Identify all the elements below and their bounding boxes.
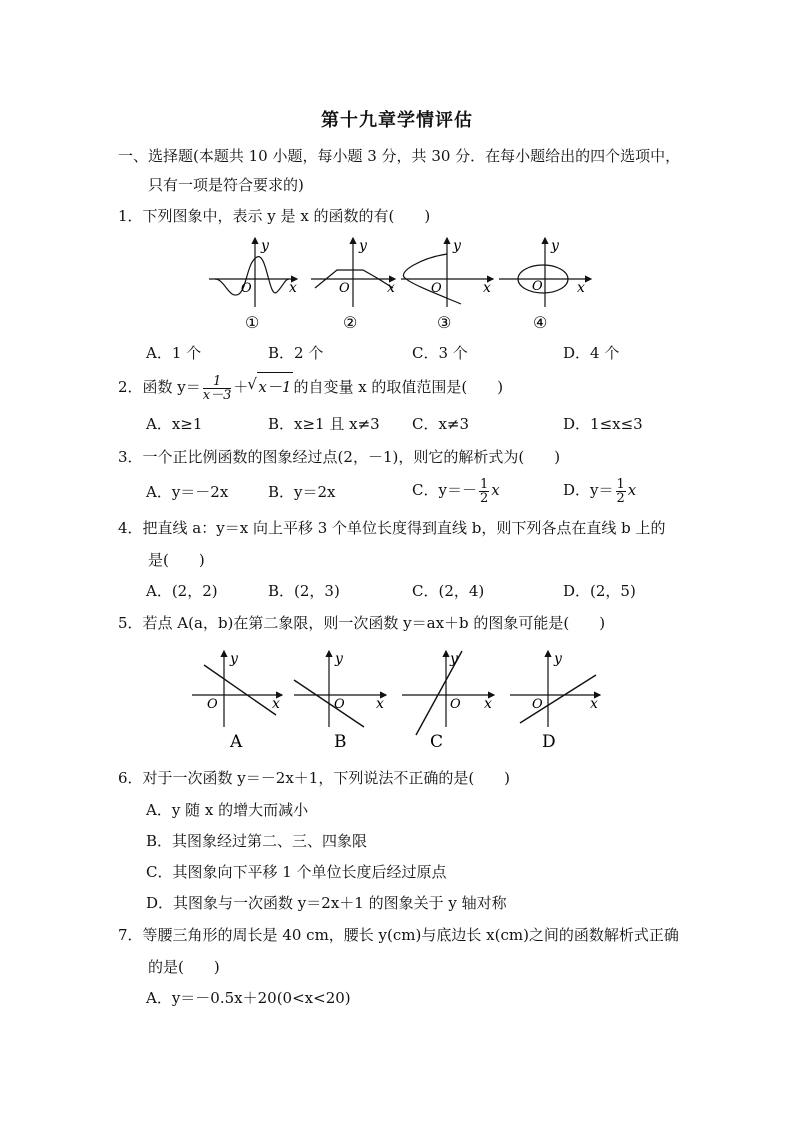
svg-text:y: y [335,651,343,667]
q2-prefix: 2．函数 y＝ [118,378,201,396]
q3-option-c-frac-den: 2 [479,490,489,506]
q1-graph-3-label: ③ [437,313,452,332]
q3-option-d-frac-den: 2 [616,490,625,506]
q1-graph-3-x-label: x [483,280,491,296]
q2-sqrt: √ x－1 [257,372,293,401]
svg-text:x: x [590,696,598,712]
q3-option-d-fraction [616,478,626,505]
q5-stem: 5．若点 A(a，b)在第二象限，则一次函数 y＝ax＋b 的图象可能是( ) [118,614,606,632]
q5-graph-c-label: C [430,732,444,752]
q1-graph-2-origin: O [339,281,350,296]
q2-option-c: C．x≠3 [412,415,470,433]
q7-line2: 的是( ) [148,958,220,976]
q1-graph-1-x-label: x [289,280,297,296]
svg-text:O: O [532,697,543,712]
q5-graph-a [192,651,282,752]
q2-plus: ＋ [233,378,249,396]
q1-graph-3 [401,238,493,332]
q3-option-c-fraction [479,478,489,505]
q3-option-c-var: x [491,481,500,499]
q3-option-b: B．y＝2x [268,483,336,501]
q5-graph-b-label: B [334,732,347,752]
q1-graph-3-y-label: y [453,238,461,254]
q5-graph-d-label: D [542,732,556,752]
q4-option-b: B．(2，3) [268,582,340,600]
q2-option-b: B．x≥1 且 x≠3 [268,415,380,433]
q1-graph-2 [311,238,395,332]
q3-option-c [412,470,500,510]
q1-graph-4-x-label: x [577,280,585,296]
q1-graph-4 [499,238,591,332]
q2-fraction [203,375,232,402]
q3-option-d [563,470,636,510]
svg-text:O: O [450,697,461,712]
q4-option-c: C．(2，4) [412,582,485,600]
q1-stem: 1．下列图象中，表示 y 是 x 的函数的有( ) [118,207,431,225]
q2-option-d: D．1≤x≤3 [563,415,643,433]
svg-text:O: O [207,697,218,712]
svg-text:x: x [272,696,280,712]
q6-stem: 6．对于一次函数 y＝－2x＋1，下列说法不正确的是( ) [118,769,511,787]
q2-option-a: A．x≥1 [146,415,203,433]
q4-option-d: D．(2，5) [563,582,636,600]
q1-graph-1-y-label: y [261,238,269,254]
q2-frac-den: x－3 [202,387,232,403]
svg-text:y: y [554,651,562,667]
q5-figures [190,645,610,755]
page-title: 第十九章学情评估 [321,110,473,131]
q1-option-c: C．3 个 [412,344,468,362]
q3-option-d-var: x [627,481,637,499]
q1-figures [205,232,605,332]
q1-option-d: D．4 个 [563,344,620,362]
q1-graph-3-origin: O [431,281,442,296]
q1-graph-4-label: ④ [533,313,548,332]
q5-graph-a-label: A [230,732,243,752]
q1-option-a: A．1 个 [146,344,202,362]
q6-option-c: C．其图象向下平移 1 个单位长度后经过原点 [146,863,447,881]
q7-option-a: A．y＝－0.5x＋20(0<x<20) [146,989,351,1007]
svg-text:x: x [484,696,492,712]
svg-text:y: y [230,651,238,667]
q6-option-a: A．y 随 x 的增大而减小 [146,801,309,819]
q1-graph-2-y-label: y [359,238,367,254]
q7-line1: 7．等腰三角形的周长是 40 cm，腰长 y(cm)与底边长 x(cm)之间的函数解析式正确 [118,926,679,944]
q3-option-a: A．y＝－2x [146,483,229,501]
svg-text:O: O [334,697,345,712]
q1-graph-4-origin: O [532,279,543,294]
section-heading-line2: 只有一项是符合要求的) [148,176,304,194]
q1-graph-2-x-label: x [387,280,395,296]
q4-option-a: A．(2，2) [146,582,218,600]
q1-graph-1-label: ① [245,313,260,332]
q3-option-d-prefix: D．y＝ [563,481,614,499]
q1-graph-1-curve [215,257,289,295]
q2-suffix: 的自变量 x 的取值范围是( ) [293,378,504,396]
q3-option-c-frac-num: 1 [479,476,489,492]
q3-option-c-prefix: C．y＝－ [412,481,477,499]
q1-graph-4-y-label: y [551,238,559,254]
q1-graph-1-origin: O [241,281,252,296]
q1-graph-2-label: ② [343,313,358,332]
q6-option-b: B．其图象经过第二、三、四象限 [146,832,368,850]
q5-graph-c [402,651,494,752]
section-heading-line1: 一、选择题(本题共 10 小题，每小题 3 分，共 30 分．在每小题给出的四个选项中， [118,147,681,165]
q5-graph-d [510,651,600,752]
q4-line1: 4．把直线 a：y＝x 向上平移 3 个单位长度得到直线 b，则下列各点在直线 b 上的 [118,519,666,537]
q2-stem [118,372,503,402]
q6-option-d: D．其图象与一次函数 y＝2x＋1 的图象关于 y 轴对称 [146,894,507,912]
svg-text:x: x [376,696,384,712]
svg-text:y: y [450,651,458,667]
q1-option-b: B．2 个 [268,344,324,362]
q3-option-d-frac-num: 1 [616,476,625,492]
q4-line2: 是( ) [148,551,205,569]
q5-graph-b [294,651,386,752]
q3-stem: 3．一个正比例函数的图象经过点(2，－1)，则它的解析式为( ) [118,448,561,466]
q2-frac-num: 1 [203,375,232,389]
q1-graph-1 [209,238,297,332]
